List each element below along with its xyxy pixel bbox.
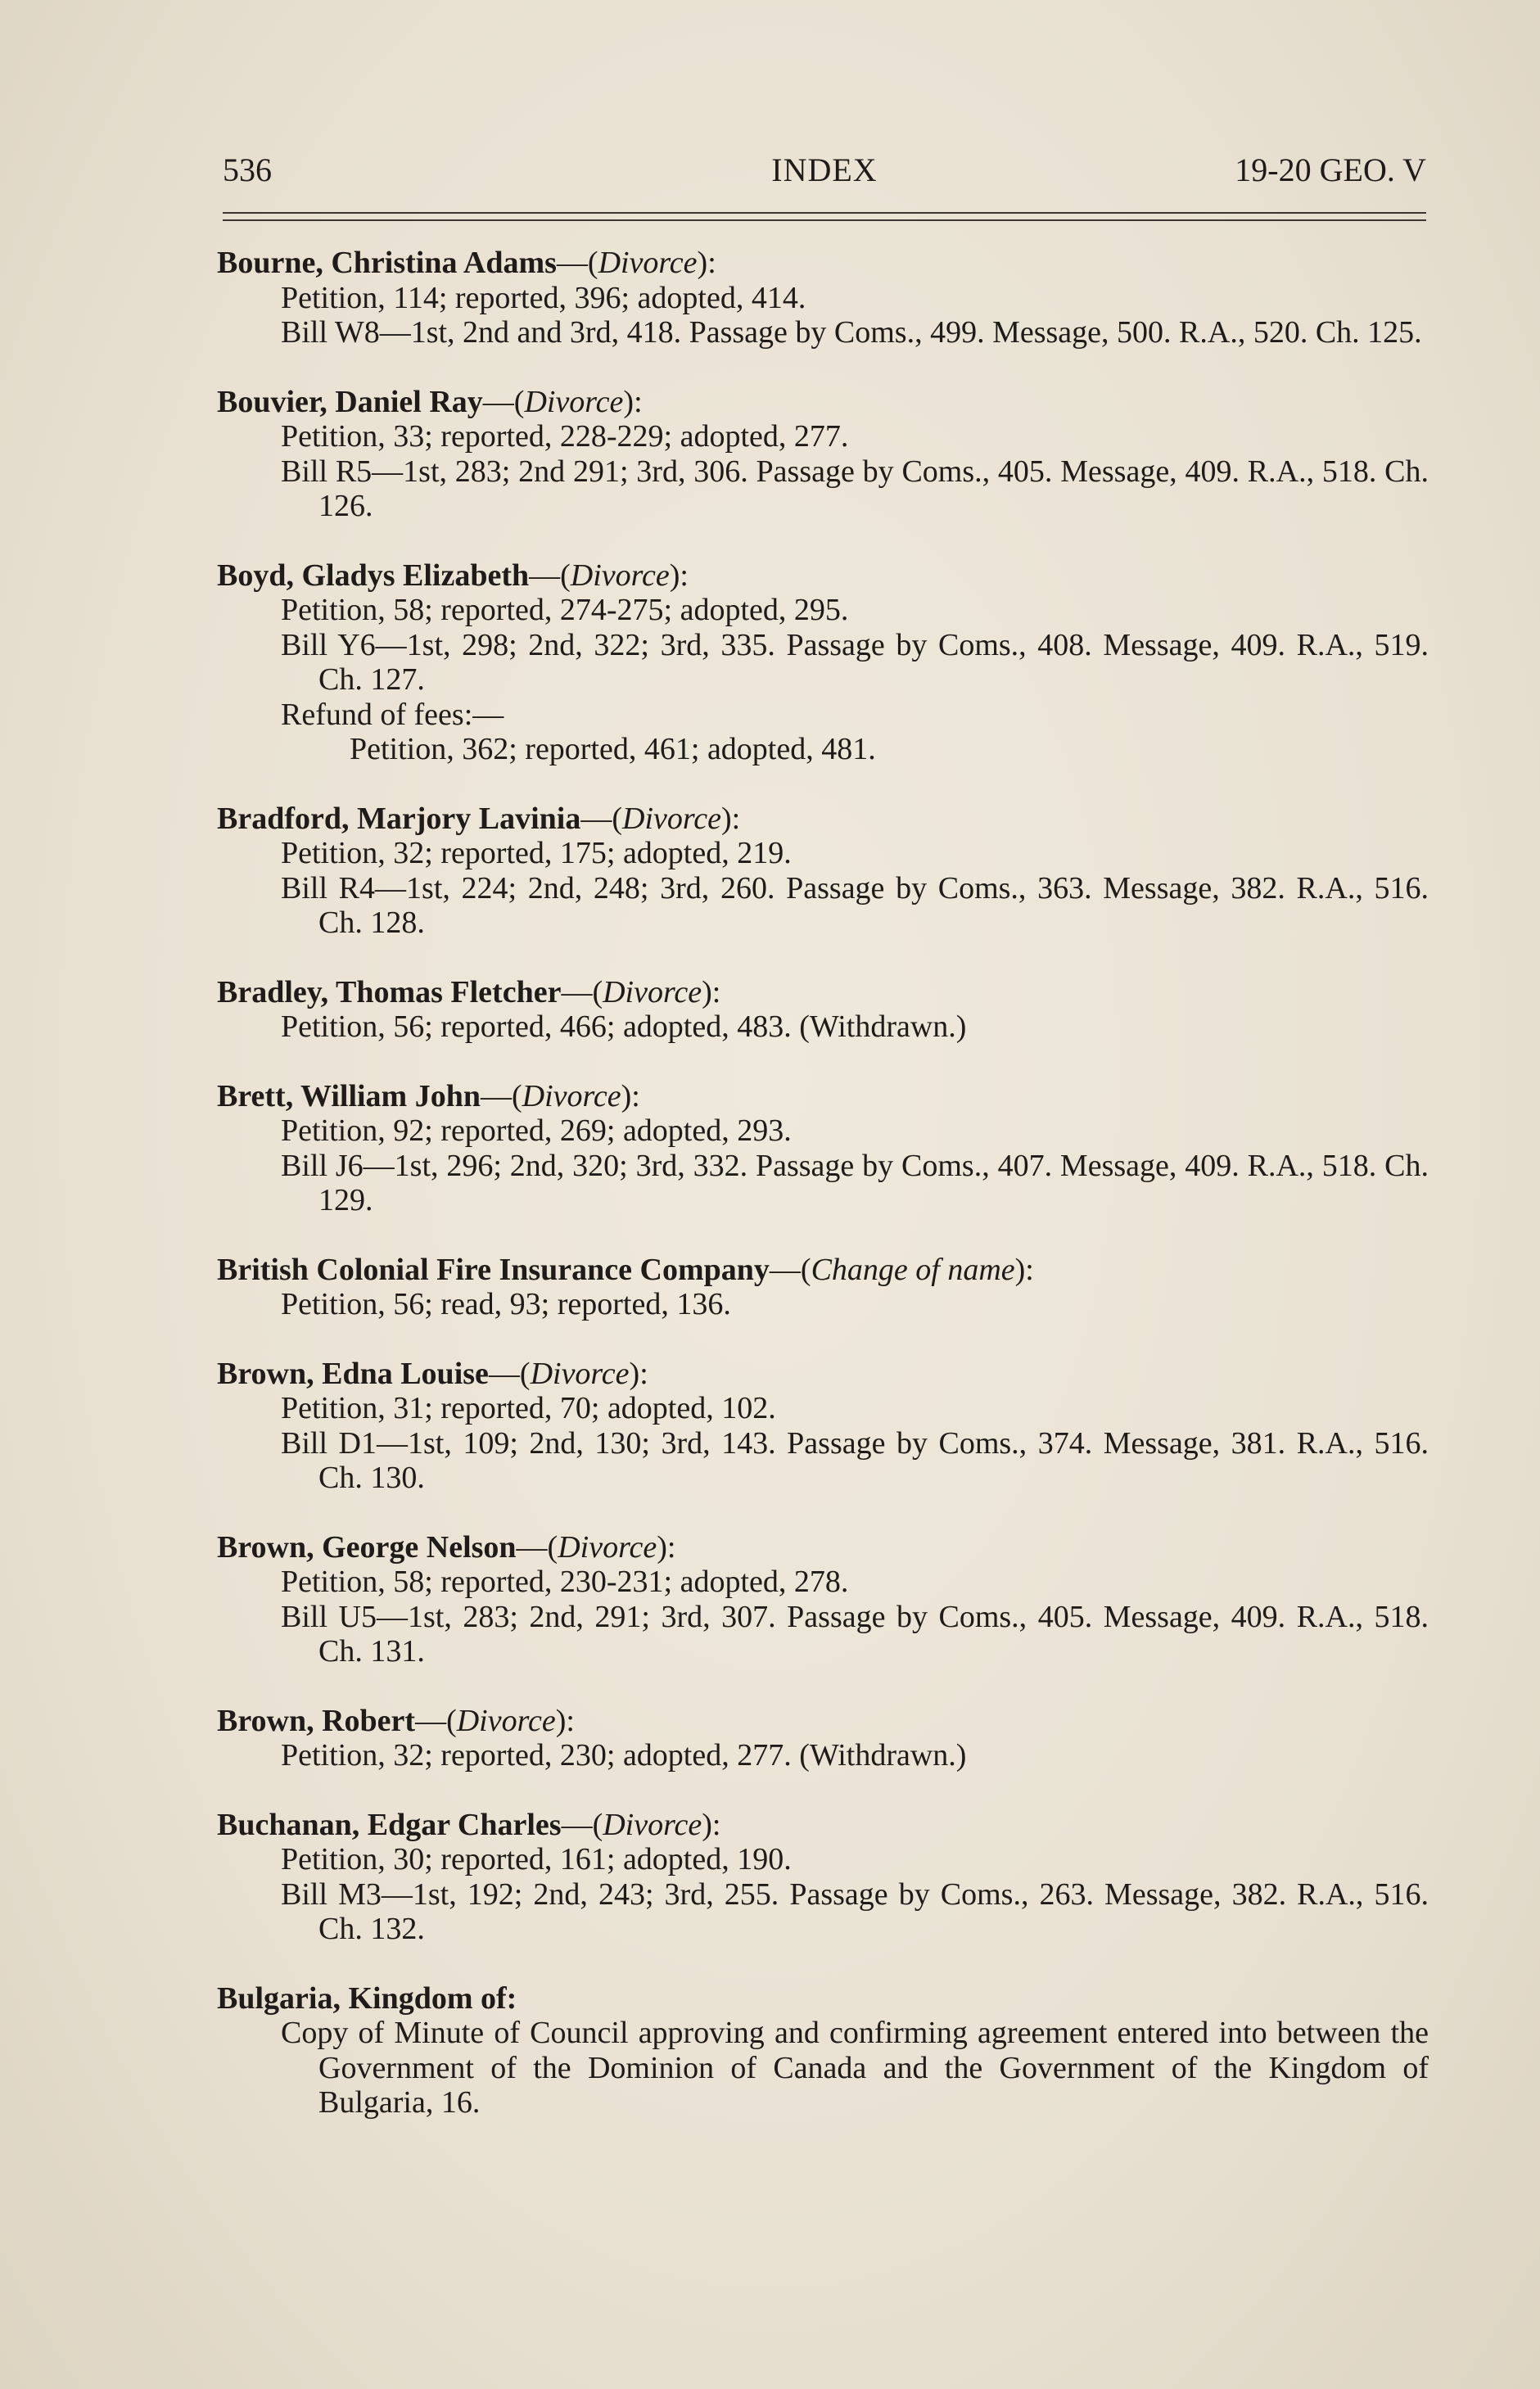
entry-line: Petition, 31; reported, 70; adopted, 102. [281,1391,776,1425]
entry-name: Bradley, Thomas Fletcher [217,974,562,1009]
entry-name: Brown, Edna Louise [217,1356,489,1391]
entry-name: Bulgaria, Kingdom of: [217,1980,517,2016]
entry-dash: — [580,801,612,836]
index-entry [217,1704,1429,1773]
index-entry [217,558,1429,767]
entry-dash: — [556,246,588,280]
entry-kind: Divorce [598,246,698,280]
index-entry [217,385,1429,524]
entry-name: Brown, George Nelson [217,1529,517,1565]
entry-kind: Divorce [603,974,702,1009]
entry-heading: Brett, William John—(Divorce): [217,1078,640,1113]
index-entry [217,1079,1429,1218]
page-header [223,146,1426,195]
entry-line: Petition, 56; reported, 466; adopted, 483. (Withdrawn.) [281,1009,967,1044]
entry-heading: British Colonial Fire Insurance Company—(Change of name): [217,1252,1034,1287]
entry-dash: — [529,558,561,593]
entry-dash: — [482,384,514,419]
entry-dash: — [415,1703,447,1738]
entry-kind: Divorce [522,1078,621,1113]
page-number: 536 [223,151,272,188]
index-entry [217,1808,1429,1947]
entry-kind: Divorce [622,801,721,836]
entry-name: Buchanan, Edgar Charles [217,1807,562,1842]
entry-heading: Brown, George Nelson—(Divorce): [217,1529,676,1565]
entry-kind: Change of name [811,1252,1015,1287]
index-entry [217,1357,1429,1496]
entry-name: Brown, Robert [217,1703,416,1738]
entry-line: Petition, 58; reported, 274-275; adopted, 295. [281,593,849,627]
entry-dash: — [488,1356,520,1391]
header-rule-bottom [223,219,1426,221]
entry-line: Refund of fees:— [281,697,504,732]
entry-heading: Boyd, Gladys Elizabeth—(Divorce): [217,558,689,593]
entry-name: Brett, William John [217,1078,481,1113]
entry-kind: Divorce [530,1356,630,1391]
entry-heading: Brown, Edna Louise—(Divorce): [217,1356,648,1391]
entry-name: Bourne, Christina Adams [217,246,557,280]
entry-line: Petition, 32; reported, 230; adopted, 277. (Withdrawn.) [281,1738,967,1773]
entry-kind: Divorce [603,1807,702,1842]
entry-line: Bill Y6—1st, 298; 2nd, 322; 3rd, 335. Passage by Coms., 408. Message, 409. R.A., 519. Ch. 127. [281,627,1429,697]
entry-line: Bill R5—1st, 283; 2nd 291; 3rd, 306. Passage by Coms., 405. Message, 409. R.A., 518. Ch. 126. [281,454,1429,523]
entry-heading: Bradford, Marjory Lavinia—(Divorce): [217,801,741,836]
entry-dash: — [561,974,593,1009]
entry-line: Copy of Minute of Council approving and confirming agreement entered into between the Government of the Dominion of Canada and the Government of the Kingdom of Bulgaria, 16. [281,2016,1429,2120]
entry-line: Petition, 30; reported, 161; adopted, 190. [281,1842,792,1876]
entry-dash: — [769,1252,801,1287]
entry-line: Bill R4—1st, 224; 2nd, 248; 3rd, 260. Passage by Coms., 363. Message, 382. R.A., 516. Ch. 128. [281,870,1429,940]
entry-subline: Petition, 362; reported, 461; adopted, 481. [350,732,876,766]
index-entry [217,1253,1429,1322]
entry-kind: Divorce [558,1529,657,1565]
entry-dash: — [480,1078,512,1113]
index-entry [217,1530,1429,1669]
entry-kind: Divorce [456,1703,556,1738]
entry-heading: Bradley, Thomas Fletcher—(Divorce): [217,974,721,1009]
entry-heading: Bouvier, Daniel Ray—(Divorce): [217,384,643,419]
entry-heading: Buchanan, Edgar Charles—(Divorce): [217,1807,721,1842]
index-entry [217,1981,1429,2120]
entry-line: Bill J6—1st, 296; 2nd, 320; 3rd, 332. Passage by Coms., 407. Message, 409. R.A., 518. Ch. 129. [281,1148,1429,1217]
entry-line: Bill U5—1st, 283; 2nd, 291; 3rd, 307. Passage by Coms., 405. Message, 409. R.A., 518. Ch. 131. [281,1599,1429,1669]
entry-dash: — [561,1807,593,1842]
entry-line: Petition, 58; reported, 230-231; adopted, 278. [281,1565,849,1599]
entry-kind: Divorce [570,558,670,593]
session-label: 19-20 GEO. V [1235,151,1426,188]
page-title: INDEX [771,151,878,188]
entry-line: Petition, 32; reported, 175; adopted, 219. [281,836,792,870]
entry-line: Bill W8—1st, 2nd and 3rd, 418. Passage by Coms., 499. Message, 500. R.A., 520. Ch. 125. [281,315,1422,350]
entry-line: Petition, 33; reported, 228-229; adopted, 277. [281,419,849,454]
entry-name: Boyd, Gladys Elizabeth [217,558,530,593]
entry-name: British Colonial Fire Insurance Company [217,1252,770,1287]
index-entry [217,802,1429,941]
entry-kind: Divorce [524,384,624,419]
entry-heading [217,1981,1429,2016]
entry-name: Bradford, Marjory Lavinia [217,801,581,836]
index-entry [217,246,1429,350]
entry-line: Petition, 92; reported, 269; adopted, 293. [281,1113,792,1148]
index-entry [217,975,1429,1045]
entry-line: Bill D1—1st, 109; 2nd, 130; 3rd, 143. Passage by Coms., 374. Message, 381. R.A., 516. Ch. 130. [281,1425,1429,1495]
entry-name: Bouvier, Daniel Ray [217,384,483,419]
entry-heading: Brown, Robert—(Divorce): [217,1703,575,1738]
entry-heading: Bourne, Christina Adams—(Divorce): [217,246,716,280]
header-rule-top [223,212,1426,214]
entry-line: Petition, 56; read, 93; reported, 136. [281,1287,731,1321]
entry-dash: — [516,1529,548,1565]
index-entries [217,246,1429,2155]
entry-line: Bill M3—1st, 192; 2nd, 243; 3rd, 255. Passage by Coms., 263. Message, 382. R.A., 516. Ch. 132. [281,1876,1429,1946]
entry-line: Petition, 114; reported, 396; adopted, 414. [281,280,806,315]
